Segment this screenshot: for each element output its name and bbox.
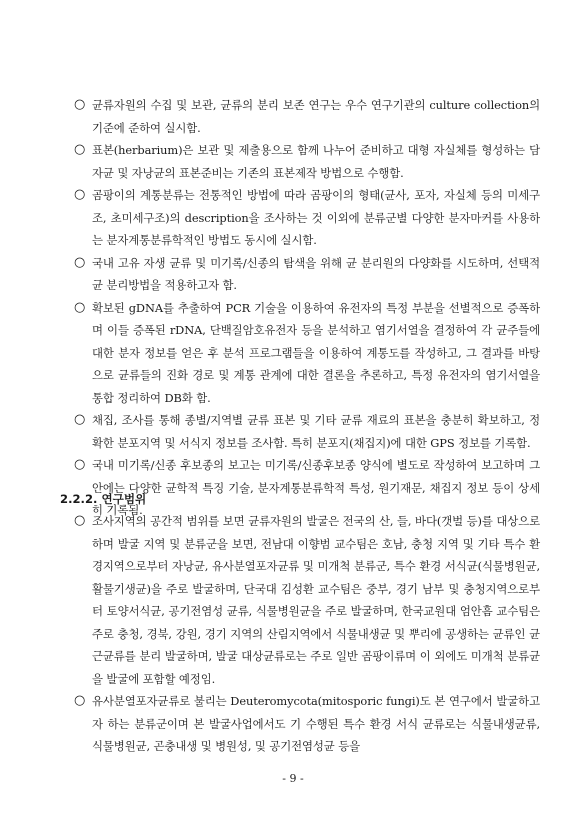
list-item <box>74 297 540 410</box>
list-item <box>74 184 540 252</box>
list-item-text: 유사분열포자균류로 불리는 Deuteromycota(mitosporic fungi)도 본 연구에서 발굴하고자 하는 분류군이며 본 발굴사업에서도 기 수행된 특수 환경 서식 균류로는 식물내생균류, 식물병원균, 곤충내생 및 병원성, 및 공기전염성균 등을 <box>92 694 540 753</box>
page-number: - 9 - <box>282 772 304 785</box>
list-item-text: 균류자원의 수집 및 보관, 균류의 분리 보존 연구는 우수 연구기관의 culture collection의 기준에 준하여 실시함. <box>92 98 540 135</box>
scope-list <box>74 510 540 758</box>
list-item <box>74 252 540 297</box>
list-item-text: 조사지역의 공간적 범위를 보면 균류자원의 발굴은 전국의 산, 들, 바다(갯벌 등)를 대상으로 하며 발굴 지역 및 분류군을 보면, 전남대 이향범 교수팀은 호남, 충청 지역 및 기타 특수 환경지역으로부터 자낭균, 유사분열포자균류 및 미개척 분류군, 특수 환경 서식균(식물병원균, 활물기생균)을 주로 발굴하며, 단국대 김성환 교수팀은 중부, 경기 남부 및 충청지역으로부터 토양서식균, 공기전염성 균류, 식물병원균을 주로 발굴하며, 한국교원대 엄안흠 교수팀은 주로 충청, 경북, 강원, 경기 지역의 산림지역에서 식물내생균 및 뿌리에 공생하는 균류인 균근균류를 분리 발굴하며, 발굴 대상균류로는 주로 일반 곰팡이류며 이 외에도 미개척 분류균을 발굴에 포함할 예정임. <box>92 514 540 686</box>
list-item <box>74 139 540 184</box>
list-item-text: 국내 미기록/신종 후보종의 보고는 미기록/신종후보종 양식에 별도로 작성하여 보고하며 그 안에는 다양한 균학적 특징 기술, 분자계통분류학적 특성, 원기재문, 채집지 정보 등이 상세히 기록됨. <box>92 458 540 517</box>
bullet-icon: ○ <box>74 97 86 112</box>
bullet-icon: ○ <box>74 412 86 427</box>
bullet-icon: ○ <box>74 187 86 202</box>
list-item-text: 확보된 gDNA를 추출하여 PCR 기술을 이용하여 유전자의 특정 부분을 선별적으로 증폭하며 이들 증폭된 rDNA, 단백질암호유전자 등을 분석하고 염기서열을 결정하여 각 균주들에 대한 분자 정보를 얻은 후 분석 프로그램들을 이용하여 계통도를 작성하고, 그 결과를 바탕으로 균류들의 진화 경로 및 계통 관계에 대한 결론을 추론하고, 특정 유전자의 염기서열을 통합 정리하여 DB화 함. <box>92 300 540 405</box>
list-item-text: 표본(herbarium)은 보관 및 제출용으로 함께 나누어 준비하고 대형 자실체를 형성하는 담자균 및 자낭균의 표본준비는 기존의 표본제작 방법으로 수행함. <box>92 143 540 180</box>
bullet-icon: ○ <box>74 693 86 708</box>
section-heading: 2.2.2. 연구범위 <box>60 492 147 506</box>
list-item <box>74 94 540 139</box>
bullet-icon: ○ <box>74 457 86 472</box>
bullet-icon: ○ <box>74 254 86 270</box>
list-item-text: 채집, 조사를 통해 종별/지역별 균류 표본 및 기타 균류 재료의 표본을 충분히 확보하고, 정확한 분포지역 및 서식지 정보를 조사함. 특히 분포지(채집지)에 대한 GPS 정보를 기록함. <box>92 413 540 450</box>
list-item-text: 곰팡이의 계통분류는 전통적인 방법에 따라 곰팡이의 형태(균사, 포자, 자실체 등의 미세구조, 초미세구조)의 description을 조사하는 것 이외에 분류군별 다양한 분자마커를 사용하는 분자계통분류학적인 방법도 동시에 실시함. <box>92 188 540 247</box>
bullet-icon: ○ <box>74 299 86 315</box>
methods-list <box>74 94 540 522</box>
bullet-icon: ○ <box>74 142 86 157</box>
list-item <box>74 409 540 454</box>
bullet-icon: ○ <box>74 513 86 528</box>
list-item <box>74 690 540 758</box>
list-item <box>74 510 540 690</box>
list-item-text: 국내 고유 자생 균류 및 미기록/신종의 탐색을 위해 균 분리원의 다양화를 시도하며, 선택적 균 분리방법을 적용하고자 함. <box>92 255 540 292</box>
